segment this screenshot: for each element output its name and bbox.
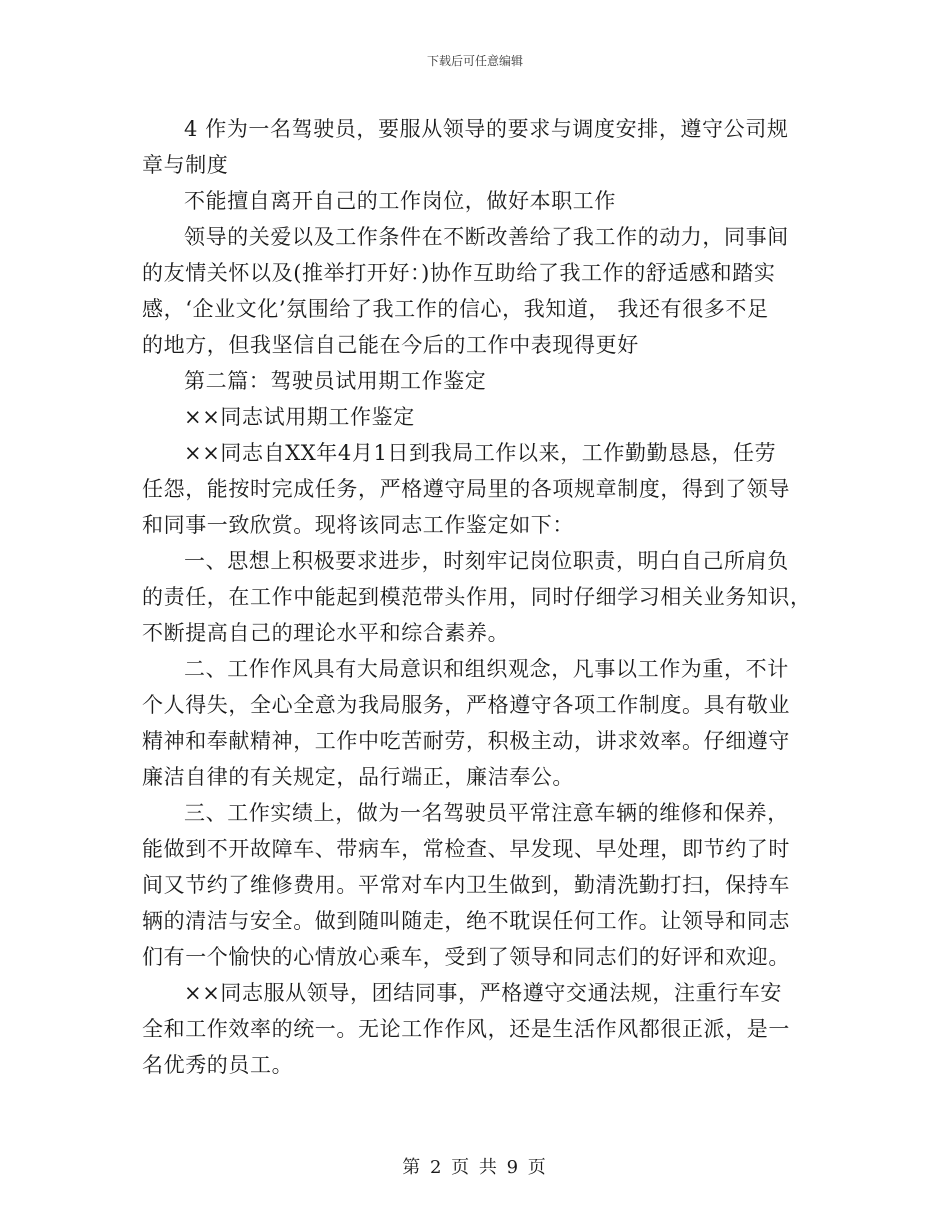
paragraph [142, 975, 806, 1083]
text-line: 的地方，但我坚信自己能在今后的工作中表现得更好 [142, 333, 639, 357]
text-line: 名优秀的员工。 [142, 1053, 294, 1077]
text-line: 一、思想上积极要求进步，时刻牢记岗位职责，明白自己所肩负 [184, 549, 789, 573]
text-line: 们有一个愉快的心情放心乘车，受到了领导和同志们的好评和欢迎。 [142, 945, 790, 969]
paragraph [142, 111, 806, 183]
text-line: ××同志服从领导，团结同事，严格遵守交通法规，注重行车安 [184, 981, 782, 1005]
footer-prefix: 第 [402, 1157, 423, 1178]
text-line: 廉洁自律的有关规定，品行端正，廉洁奉公。 [142, 765, 574, 789]
paragraph [142, 651, 806, 795]
text-line: 第二篇：驾驶员试用期工作鉴定 [184, 369, 487, 393]
text-line: 的责任，在工作中能起到模范带头作用，同时仔细学习相关业务知识， [142, 585, 812, 609]
text-line: 间又节约了维修费用。平常对车内卫生做到，勤清洗勤打扫，保持车 [142, 873, 790, 897]
text-line: 能做到不开故障车、带病车，常检查、早发现、早处理，即节约了时 [142, 837, 790, 861]
text-line: ××同志试用期工作鉴定 [184, 405, 415, 429]
text-line: 4 作为一名驾驶员，要服从领导的要求与调度安排，遵守公司规 [184, 117, 789, 141]
text-line: 精神和奉献精神，工作中吃苦耐劳，积极主动，讲求效率。仔细遵守 [142, 729, 790, 753]
paragraph [142, 435, 806, 543]
text-line: 感，‘企业文化’氛围给了我工作的信心，我知道， 我还有很多不足 [142, 297, 769, 321]
text-line: 二、工作作风具有大局意识和组织观念，凡事以工作为重，不计 [184, 657, 789, 681]
page-footer [0, 1153, 950, 1179]
page-number: 2 [429, 1157, 444, 1178]
text-line: 不断提高自己的理论水平和综合素养。 [142, 621, 510, 645]
text-line: 章与制度 [142, 153, 229, 177]
document-title [142, 399, 806, 435]
text-line: 和同事一致欣赏。现将该同志工作鉴定如下： [142, 513, 574, 537]
text-line: ××同志自XX年4月1日到我局工作以来，工作勤勤恳恳，任劳 [184, 441, 777, 465]
paragraph [142, 183, 806, 219]
text-line: 领导的关爱以及工作条件在不断改善给了我工作的动力，同事间 [184, 225, 789, 249]
text-line: 不能擅自离开自己的工作岗位，做好本职工作 [184, 189, 616, 213]
text-line: 的友情关怀以及(推举打开好：)协作互助给了我工作的舒适感和踏实 [142, 261, 776, 285]
section-heading [142, 363, 806, 399]
footer-suffix: 页 [527, 1157, 548, 1178]
page-header: 下载后可任意编辑 [426, 54, 523, 68]
footer-middle: 页 共 [451, 1157, 499, 1178]
document-body [142, 111, 812, 1083]
page-total: 9 [506, 1157, 521, 1178]
text-line: 辆的清洁与安全。做到随叫随走，绝不耽误任何工作。让领导和同志 [142, 909, 790, 933]
paragraph [142, 219, 806, 363]
paragraph [142, 795, 806, 975]
text-line: 全和工作效率的统一。无论工作作风，还是生活作风都很正派，是一 [142, 1017, 790, 1041]
text-line: 个人得失，全心全意为我局服务，严格遵守各项工作制度。具有敬业 [142, 693, 790, 717]
paragraph [142, 543, 812, 651]
text-line: 三、工作实绩上，做为一名驾驶员平常注意车辆的维修和保养， [184, 801, 789, 825]
text-line: 任怨，能按时完成任务，严格遵守局里的各项规章制度，得到了领导 [142, 477, 790, 501]
